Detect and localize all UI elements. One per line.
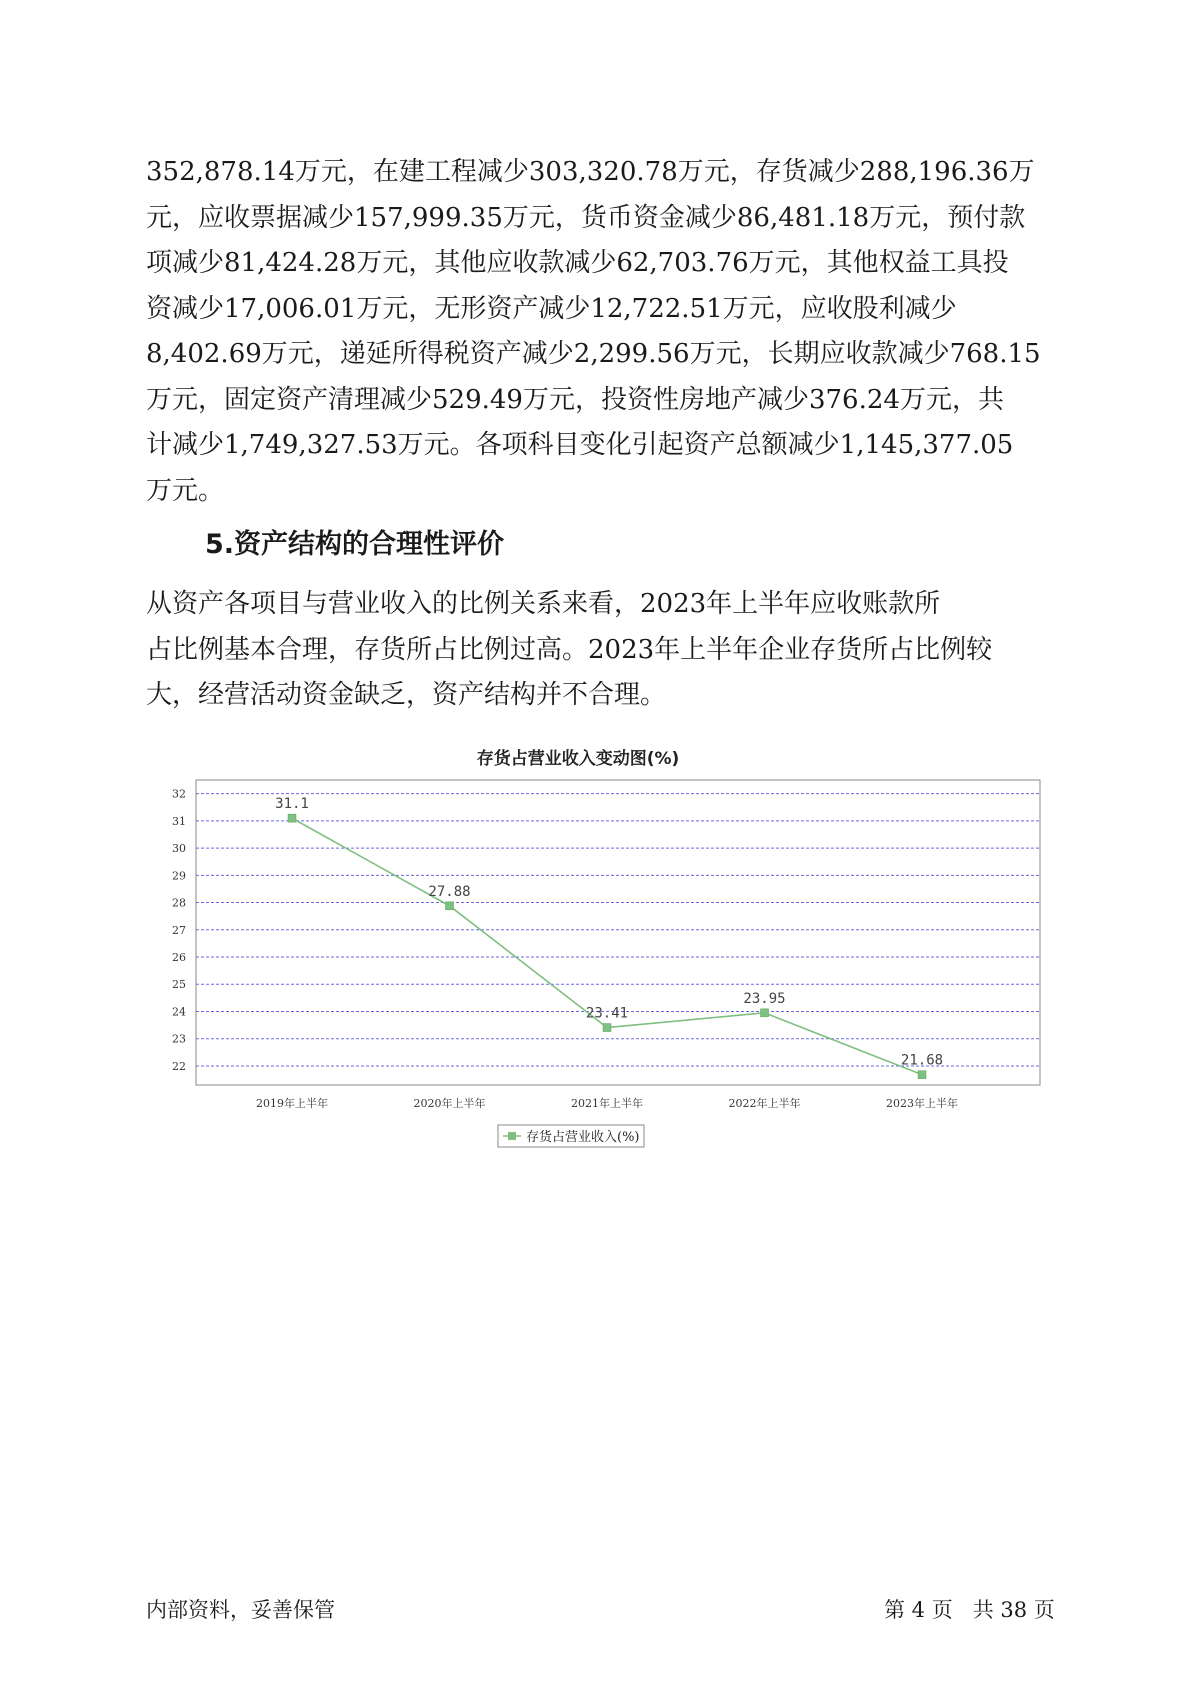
section-heading: 5.资产结构的合理性评价 [205, 529, 505, 560]
data-label: 23.41 [585, 1005, 629, 1022]
data-label: 21.68 [900, 1052, 944, 1069]
para1-line: 8,402.69万元，递延所得税资产减少2,299.56万元，长期应收款减少768.15 [146, 339, 1041, 369]
para1-line: 元，应收票据减少157,999.35万元，货币资金减少86,481.18万元，预付款 [146, 202, 1026, 233]
data-point [918, 1071, 926, 1079]
x-tick-label: 2022年上半年 [728, 1097, 801, 1110]
x-tick-label: 2021年上半年 [571, 1097, 643, 1110]
para1-line: 万元，固定资产清理减少529.49万元，投资性房地产减少376.24万元，共 [146, 384, 1004, 415]
data-point [446, 902, 454, 910]
chart-canvas [150, 740, 1050, 1200]
data-label: 23.95 [743, 990, 786, 1007]
paragraph-asset-structure [146, 582, 1046, 719]
y-tick-label: 29 [172, 869, 186, 883]
chart-title: 存货占营业收入变动图(%) [476, 749, 680, 769]
y-tick-label: 28 [172, 896, 186, 910]
plot-frame [196, 780, 1040, 1085]
y-tick-label: 30 [172, 842, 186, 856]
para1-line: 项减少81,424.28万元，其他应收款减少62,703.76万元，其他权益工具投 [146, 248, 1009, 278]
para2-line: 从资产各项目与营业收入的比例关系来看，2023年上半年应收账款所 [146, 589, 941, 619]
data-point [288, 814, 296, 822]
x-tick-label: 2020年上半年 [413, 1097, 486, 1110]
para2-line: 大，经营活动资金缺乏，资产结构并不合理。 [146, 680, 667, 710]
data-point [761, 1009, 769, 1017]
paragraph-asset-changes [146, 150, 1046, 514]
para1-line: 资减少17,006.01万元，无形资产减少12,722.51万元，应收股利减少 [146, 293, 957, 324]
y-tick-label: 23 [172, 1032, 186, 1046]
para1-line: 352,878.14万元，在建工程减少303,320.78万元，存货减少288,196.36万 [146, 157, 1035, 187]
para1-line: 计减少1,749,327.53万元。各项科目变化引起资产总额减少1,145,377.05 [146, 430, 1014, 460]
data-label: 27.88 [428, 883, 471, 900]
x-tick-label: 2019年上半年 [256, 1097, 328, 1110]
y-tick-label: 31 [172, 814, 186, 828]
y-tick-label: 27 [172, 923, 186, 937]
legend-label: 存货占营业收入(%) [526, 1130, 640, 1145]
data-label: 31.1 [275, 796, 309, 813]
para2-line: 占比例基本合理，存货所占比例过高。2023年上半年企业存货所占比例较 [146, 634, 993, 665]
y-tick-label: 22 [172, 1059, 186, 1073]
y-tick-label: 26 [172, 951, 186, 965]
y-tick-label: 24 [172, 1005, 186, 1019]
footer-confidential-note: 内部资料，妥善保管 [146, 1598, 335, 1622]
legend-marker-swatch [508, 1132, 516, 1140]
y-tick-label: 32 [172, 787, 186, 801]
x-tick-label: 2023年上半年 [886, 1097, 958, 1110]
para1-line: 万元。 [146, 475, 225, 506]
inventory-ratio-chart [150, 740, 1050, 1200]
footer-page-number: 第 4 页 共 38 页 [884, 1598, 1055, 1622]
data-point [603, 1024, 611, 1032]
y-tick-label: 25 [172, 978, 186, 992]
